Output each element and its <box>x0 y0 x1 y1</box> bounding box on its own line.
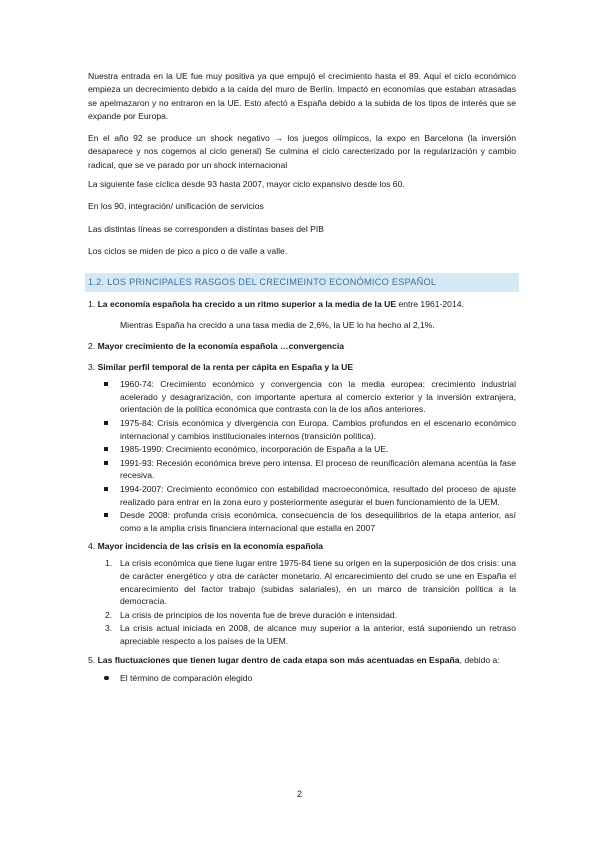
item-1-rest: entre 1961-2014. <box>396 299 464 310</box>
list-item-text: 1960-74: Crecimiento económico y convergencia con la media europea: crecimiento industrial acelerado y desagrarización, con importante apertura al comercio exterior y la inversión extranjera, orientación de la política económica que contrasta con la de los años anteriores. <box>120 379 516 415</box>
list-item-text: 1985-1990: Crecimiento económico, incorporación de España a la UE. <box>120 444 389 455</box>
item-5-rest: , debido a: <box>459 654 500 665</box>
item-1-title: La economía española ha crecido a un ritmo superior a la media de la UE <box>97 299 397 310</box>
list-item <box>88 417 516 442</box>
square-bullet-icon <box>104 487 108 491</box>
item-2-title: Mayor crecimiento de la economía española …convergencia <box>97 341 345 352</box>
list-item <box>88 622 516 647</box>
section-heading: 1.2. LOS PRINCIPALES RASGOS DEL CRECIMEINTO ECONÓMICO ESPAÑOL <box>85 273 519 292</box>
paragraph-shock-92: En el año 92 se produce un shock negativo → los juegos olímpicos, la expo en Barcelona (la inversión desaparece y nos cogemos al ciclo general) Se culmina el ciclo carecterizado por la regularización y cambio radical, que se ve parado por un shock internacional <box>88 133 516 170</box>
round-bullet-icon <box>104 676 109 681</box>
item-4 <box>88 540 516 553</box>
item-5 <box>88 654 516 667</box>
item-2-number: 2. <box>88 341 96 352</box>
item-4-number: 4. <box>88 541 96 552</box>
item-2 <box>88 340 516 353</box>
item-3-bullet-list <box>88 378 516 534</box>
list-item-text: La crisis actual iniciada en 2008, de alcance muy superior a la anterior, está suponiendo un retraso apreciable respecto a los países de la UEM. <box>120 623 516 646</box>
square-bullet-icon <box>104 421 108 425</box>
list-item-text: La crisis económica que tiene lugar entre 1975-84 tiene su origen en la superposición de dos crisis: una de carácter energético y otra de carácter monetario. Al encarecimiento del crudo se une en España el encarecimiento del factor trabajo (subidas salariales), en un marco de transición política a la democracia. <box>120 558 516 607</box>
list-item-number: 3. <box>105 623 113 634</box>
list-item-text: 1991-93: Recesión económica breve pero intensa. El proceso de reunificación alemana acentúa la fase recesiva. <box>120 457 516 481</box>
list-item <box>88 443 516 456</box>
paragraph-90s-integration: En los 90, integración/ unificación de servicios <box>88 201 264 212</box>
paragraph-pib-lines: Las distintas líneas se corresponden a distintas bases del PIB <box>88 223 324 234</box>
paragraph-cycle-measure: Los ciclos se miden de pico a pico o de valle a valle. <box>88 245 288 256</box>
item-5-bullet-list <box>88 672 516 685</box>
paragraph-ue-entry: Nuestra entrada en la UE fue muy positiva ya que empujó el crecimiento hasta el 89. Aquí el ciclo económico empieza un decrecimiento debido a la caída del muro de Berlín. Impactó en economías que estaban atrasadas se apelmazaron y no entraron en la UE. Esto afectó a España debido a la subida de los tipos de interés que se expande por Europa. <box>88 71 516 121</box>
item-4-title: Mayor incidencia de las crisis en la economía española <box>97 541 324 552</box>
list-item <box>88 509 516 534</box>
square-bullet-icon <box>104 382 108 386</box>
page-number: 2 <box>296 789 302 799</box>
item-5-number: 5. <box>88 654 96 665</box>
paragraph-cycle-93-2007: La siguiente fase cíclica desde 93 hasta 2007, mayor ciclo expansivo desde los 60. <box>88 179 405 190</box>
list-item-text: El término de comparación elegido <box>120 672 253 683</box>
item-1-note: Mientras España ha crecido a una tasa media de 2,6%, la UE lo ha hecho al 2,1%. <box>120 320 435 331</box>
list-item-number: 2. <box>105 609 113 620</box>
item-3-title: Similar perfil temporal de la renta per cápita en España y la UE <box>97 362 354 373</box>
list-item <box>88 557 516 607</box>
list-item-text: 1975-84: Crisis económica y divergencia con Europa. Cambios profundos en el escenario económico internacional y cambios institucionales internos (transición política). <box>120 418 516 441</box>
item-4-numbered-list <box>88 557 516 647</box>
square-bullet-icon <box>104 513 108 517</box>
list-item <box>88 609 516 622</box>
square-bullet-icon <box>104 447 108 451</box>
item-3 <box>88 361 516 374</box>
item-3-number: 3. <box>88 362 96 373</box>
page-content <box>88 70 516 685</box>
list-item-text: La crisis de principios de los noventa fue de breve duración e intensidad. <box>120 609 398 620</box>
list-item-number: 1. <box>105 558 113 569</box>
item-5-title: Las fluctuaciones que tienen lugar dentro de cada etapa son más acentuadas en España <box>97 654 460 665</box>
list-item <box>88 483 516 508</box>
item-1 <box>88 298 516 311</box>
item-1-number: 1. <box>88 299 96 310</box>
list-item-text: Desde 2008: profunda crisis económica, consecuencia de los desequilibrios de la etapa anterior, así como a la amplia crisis financiera internacional que estalla en 2007 <box>120 510 516 533</box>
list-item-text: 1994-2007: Crecimiento económico con estabilidad macroeconómica, resultado del proceso de ajuste realizado para entrar en la zona euro y posteriormente asegurar el buen funcionamiento de la UEM. <box>120 484 516 507</box>
list-item <box>88 672 516 685</box>
list-item <box>88 378 516 416</box>
square-bullet-icon <box>104 461 108 465</box>
list-item <box>88 457 516 482</box>
